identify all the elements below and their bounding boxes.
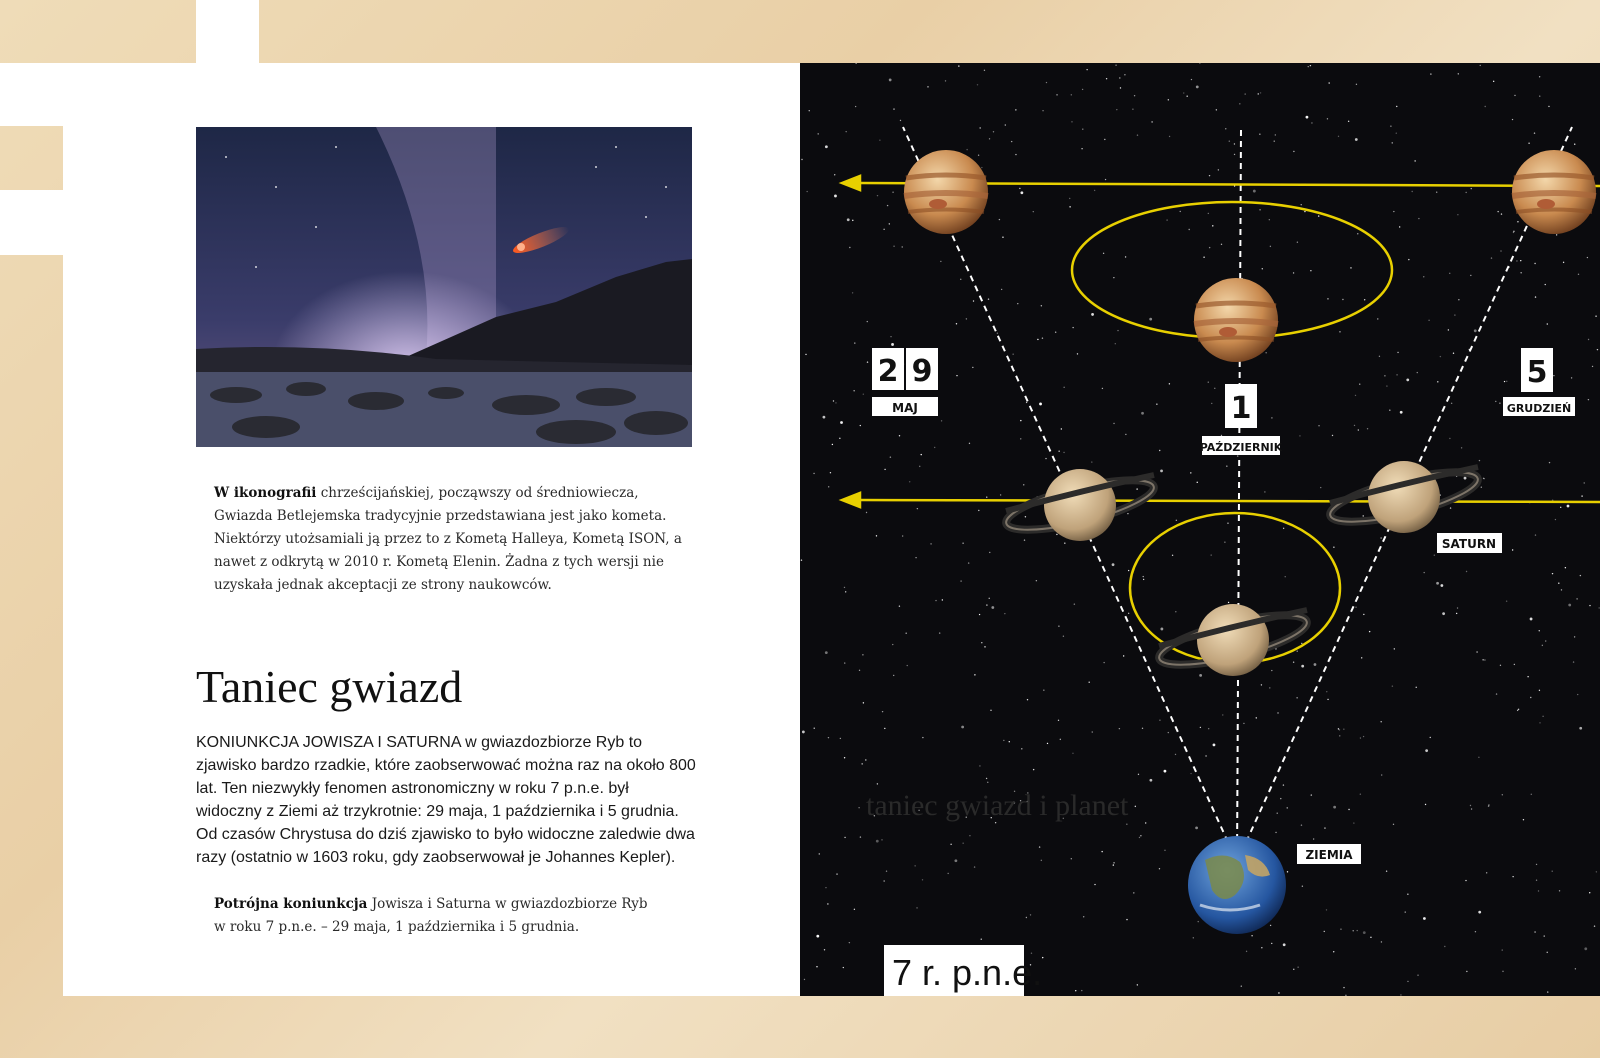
october-digit: 1 bbox=[1230, 391, 1252, 426]
december-month-label: GRUDZIEŃ bbox=[1506, 402, 1572, 415]
may-digit-1: 2 bbox=[877, 354, 899, 389]
page-title: Taniec gwiazd bbox=[196, 661, 463, 712]
conjunction-diagram bbox=[800, 63, 1600, 996]
earth bbox=[1188, 836, 1286, 934]
comet-caption bbox=[214, 482, 684, 597]
caption-lead: Potrójna koniunkcja bbox=[214, 896, 368, 912]
diagram-caption bbox=[214, 893, 654, 939]
earth-label: ZIEMIA bbox=[1305, 848, 1353, 862]
caption-lead: W ikonografii bbox=[214, 485, 317, 501]
jupiter-december bbox=[1512, 150, 1596, 234]
milky-way-photo bbox=[196, 127, 692, 447]
decor-square bbox=[0, 63, 63, 126]
caption-text: chrześcijańskiej, począwszy od średniowiecza, Gwiazda Betlejemska tradycyjnie przedstawiana jest jako kometa. Niektórzy utożsamiali ją przez to z Kometą Halleya, Kometą ISON, a nawet z odkrytą w 2010 r. Kometą Elenin. Żadna z tych wersji nie uzyskała jednak akceptacji ze strony naukowców. bbox=[214, 485, 682, 593]
decor-square bbox=[196, 0, 259, 63]
decor-square bbox=[0, 190, 63, 255]
body-paragraph: KONIUNKCJA JOWISZA I SATURNA w gwiazdozbiorze Ryb to zjawisko bardzo rzadkie, które zaobserwować można raz na około 800 lat. Ten niezwykły fenomen astronomiczny w roku 7 p.n.e. był widoczny z Ziemi aż trzykrotnie: 29 maja, 1 października i 5 grudnia. Od czasów Chrystusa do dziś zjawisko to było widoczne zaledwie dwa razy (ostatnio w 1603 roku, gdy zaobserwował je Johannes Kepler). bbox=[196, 734, 696, 866]
may-month-label: MAJ bbox=[892, 401, 918, 415]
jupiter-may bbox=[904, 150, 988, 234]
saturn-label: SATURN bbox=[1441, 537, 1497, 551]
october-month-label: PAŹDZIERNIK bbox=[1199, 441, 1283, 454]
year-label: 7 r. p.n.e. bbox=[892, 952, 1043, 993]
watermark-text: taniec gwiazd i planet bbox=[866, 789, 1129, 822]
caption-text: Jowisza i Saturna w gwiazdozbiorze Ryb w roku 7 p.n.e. – 29 maja, 1 października i 5 grudnia. bbox=[214, 896, 648, 935]
may-digit-2: 9 bbox=[911, 354, 933, 389]
december-digit: 5 bbox=[1526, 355, 1548, 390]
jupiter-october bbox=[1194, 278, 1278, 362]
